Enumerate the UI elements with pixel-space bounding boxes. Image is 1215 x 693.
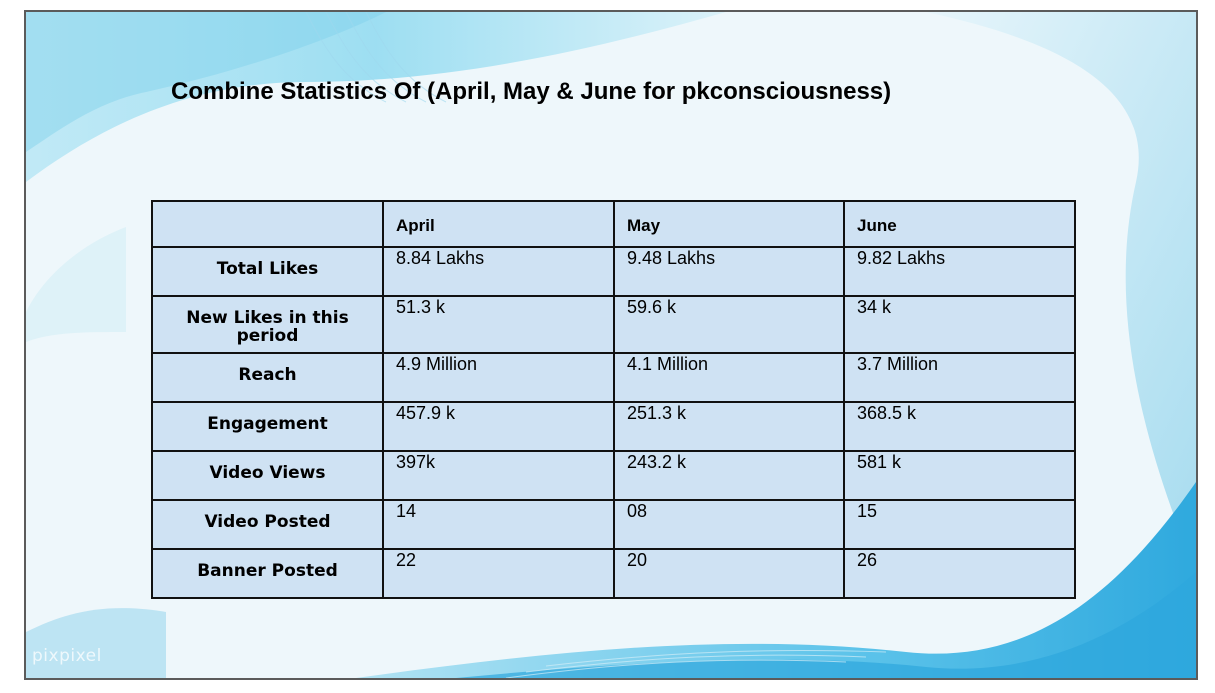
table-cell: 251.3 k [614, 402, 844, 451]
table-cell: 581 k [844, 451, 1075, 500]
table-cell: 08 [614, 500, 844, 549]
table-row-video-posted [152, 500, 1075, 549]
table-cell: 51.3 k [383, 296, 614, 353]
table-row-new-likes [152, 296, 1075, 353]
header-april: April [383, 201, 614, 247]
slide-frame [24, 10, 1198, 680]
row-label: Total Likes [152, 247, 383, 296]
table-cell: 20 [614, 549, 844, 598]
header-corner-cell [152, 201, 383, 247]
table-row-video-views [152, 451, 1075, 500]
table-cell: 368.5 k [844, 402, 1075, 451]
table-cell: 9.48 Lakhs [614, 247, 844, 296]
table-cell: 14 [383, 500, 614, 549]
table-cell: 59.6 k [614, 296, 844, 353]
table-cell: 397k [383, 451, 614, 500]
header-june: June [844, 201, 1075, 247]
row-label: Reach [152, 353, 383, 402]
table-cell: 243.2 k [614, 451, 844, 500]
statistics-table [151, 200, 1076, 599]
table-header-row [152, 201, 1075, 247]
table-row-total-likes [152, 247, 1075, 296]
table-cell: 22 [383, 549, 614, 598]
row-label: New Likes in this period [152, 296, 383, 353]
watermark-logo: pixpixel [32, 646, 102, 666]
table-cell: 9.82 Lakhs [844, 247, 1075, 296]
table-cell: 34 k [844, 296, 1075, 353]
table-cell: 8.84 Lakhs [383, 247, 614, 296]
table-cell: 26 [844, 549, 1075, 598]
table-row-banner-posted [152, 549, 1075, 598]
row-label: Engagement [152, 402, 383, 451]
table-cell: 4.9 Million [383, 353, 614, 402]
slide-title: Combine Statistics Of (April, May & June for pkconsciousness) [171, 78, 892, 105]
row-label: Banner Posted [152, 549, 383, 598]
table-row-reach [152, 353, 1075, 402]
table-cell: 4.1 Million [614, 353, 844, 402]
table-cell: 3.7 Million [844, 353, 1075, 402]
row-label: Video Views [152, 451, 383, 500]
table-cell: 15 [844, 500, 1075, 549]
table-row-engagement [152, 402, 1075, 451]
row-label: Video Posted [152, 500, 383, 549]
table-cell: 457.9 k [383, 402, 614, 451]
header-may: May [614, 201, 844, 247]
